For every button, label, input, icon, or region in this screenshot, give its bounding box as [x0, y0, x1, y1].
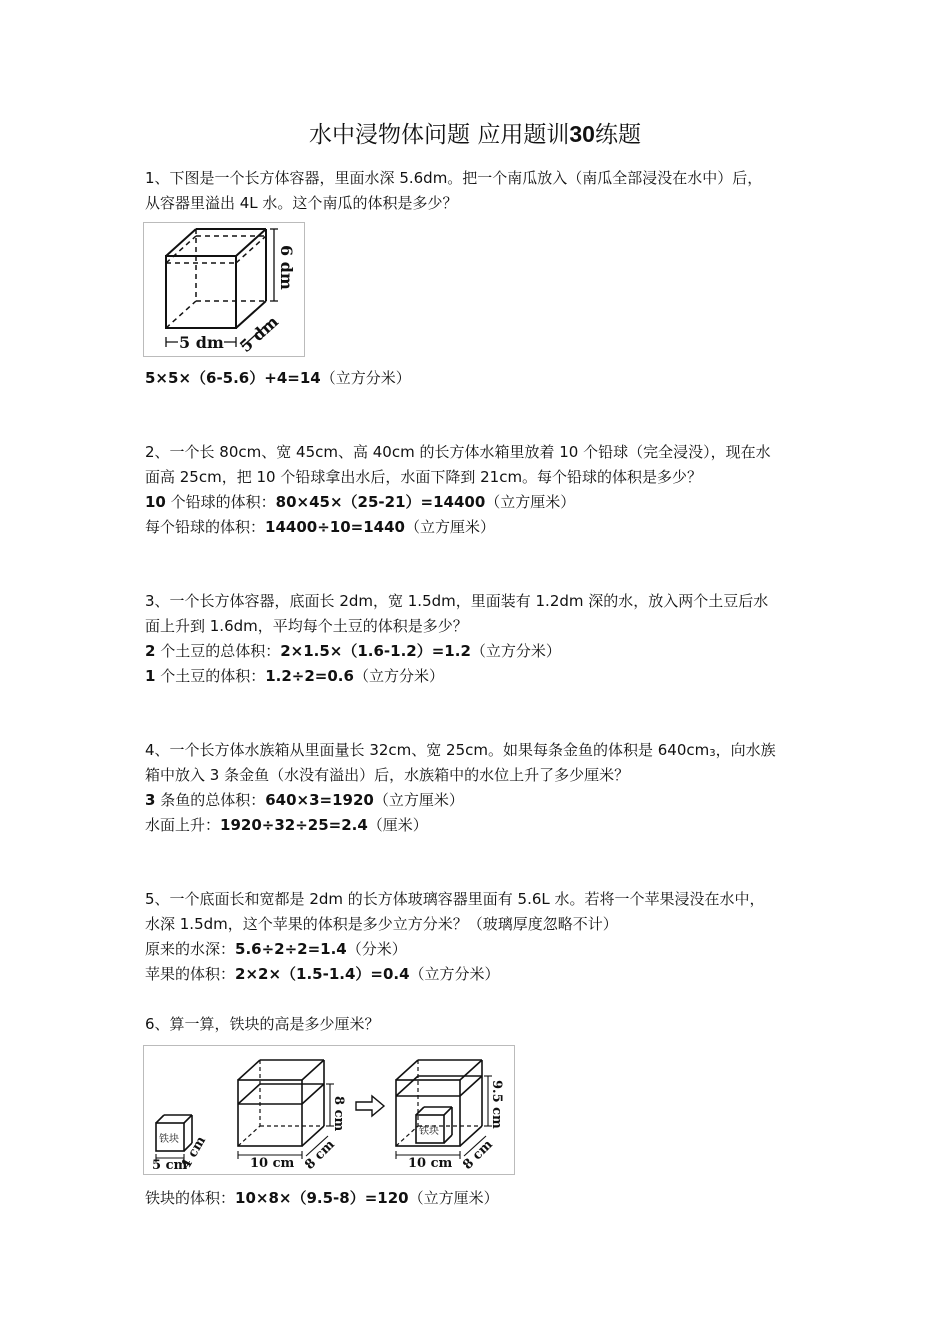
- q2-text-line2: 面高 25cm，把 10 个铅球拿出水后，水面下降到 21cm。每个铅球的体积是多少？: [145, 468, 703, 486]
- q1-answer-unit: （立方分米）: [320, 369, 411, 387]
- q4-answer-1: [145, 790, 815, 810]
- q6-c1-height-label: 8 cm: [331, 1096, 346, 1132]
- q6-iron-block-figure: [143, 1045, 515, 1175]
- q1-answer-formula: 5×5×（6-5.6）+4=14: [145, 369, 321, 387]
- q6-c2-length-label: 10 cm: [408, 1156, 453, 1171]
- q1-width-label: 5 dm: [235, 311, 282, 356]
- q3-answer-1-unit: （立方分米）: [470, 642, 561, 660]
- q6-c1-length-label: 10 cm: [250, 1156, 295, 1171]
- q4-text-line1-b: ，向水族: [715, 741, 776, 759]
- q6-block-label: 铁块: [159, 1134, 179, 1145]
- q4-answer-1-formula: 640×3=1920: [265, 791, 374, 809]
- q3-answer-1-label: 个土豆的总体积：: [155, 642, 281, 660]
- q3-text-line2: 面上升到 1.6dm，平均每个土豆的体积是多少？: [145, 617, 468, 635]
- q4-answer-1-label: 条鱼的总体积：: [155, 791, 266, 809]
- page-title: [0, 116, 950, 149]
- q2-answer-1: [145, 492, 815, 512]
- q2-answer-1-label: 个铅球的体积：: [165, 493, 276, 511]
- q2-answer-1-formula: 80×45×（25-21）=14400: [275, 493, 486, 511]
- q6-answer: [145, 1188, 815, 1208]
- q6-answer-unit: （立方厘米）: [408, 1189, 499, 1207]
- q5-answer-1-unit: （分米）: [346, 940, 407, 958]
- q4-text-line2: 箱中放入 3 条金鱼（水没有溢出）后，水族箱中的水位上升了多少厘米？: [145, 766, 630, 784]
- q1-answer: [145, 368, 815, 388]
- q1-text-line1: 1、下图是一个长方体容器，里面水深 5.6dm。把一个南瓜放入（南瓜全部浸没在水中）后，: [145, 169, 763, 187]
- q6-c2-height-label: 9.5 cm: [489, 1080, 504, 1129]
- q6-block-depth-label: 4 cm: [178, 1133, 210, 1172]
- q1-container-figure: [143, 222, 305, 357]
- q6-c1-width-label: 8 cm: [302, 1137, 338, 1173]
- q2-answer-2-label: 每个铅球的体积：: [145, 518, 266, 536]
- q5-answer-2-label: 苹果的体积：: [145, 965, 236, 983]
- q2-answer-2: [145, 517, 815, 537]
- q6-text-line1: 6、算一算，铁块的高是多少厘米？: [145, 1015, 380, 1033]
- q6-answer-label: 铁块的体积：: [145, 1189, 236, 1207]
- title-main: 水中浸物体问题 应用题训: [309, 122, 570, 148]
- q2-answer-2-formula: 14400÷10=1440: [265, 518, 405, 536]
- q5-answer-2-formula: 2×2×（1.5-1.4）=0.4: [235, 965, 410, 983]
- q6-c2-block-label: 铁块: [419, 1126, 439, 1137]
- q4-text-line1-sup: 3: [709, 748, 716, 759]
- q1-text-line2: 从容器里溢出 4L 水。这个南瓜的体积是多少？: [145, 194, 458, 212]
- q4-text-line1-a: 4、一个长方体水族箱从里面量长 32cm、宽 25cm。如果每条金鱼的体积是 640cm: [145, 741, 710, 759]
- q3-text-line1: 3、一个长方体容器，底面长 2dm，宽 1.5dm，里面装有 1.2dm 深的水，放入两个土豆后水: [145, 592, 769, 610]
- q4-answer-1-count: 3: [145, 791, 156, 809]
- q4-text-line1: [145, 740, 815, 764]
- q5-text-line1: 5、一个底面长和宽都是 2dm 的长方体玻璃容器里面有 5.6L 水。若将一个苹果浸没在水中，: [145, 890, 765, 908]
- title-num: 30: [569, 121, 595, 147]
- q3-answer-2-formula: 1.2÷2=0.6: [265, 667, 354, 685]
- q5-answer-1-label: 原来的水深：: [145, 940, 236, 958]
- q6-c2-width-label: 8 cm: [460, 1137, 496, 1173]
- q4-answer-1-unit: （立方厘米）: [373, 791, 464, 809]
- q3-answer-2-label: 个土豆的体积：: [155, 667, 266, 685]
- q6-answer-formula: 10×8×（9.5-8）=120: [235, 1189, 409, 1207]
- q5-answer-2-unit: （立方分米）: [409, 965, 500, 983]
- q2-answer-1-unit: （立方厘米）: [485, 493, 576, 511]
- q2-answer-2-unit: （立方厘米）: [404, 518, 495, 536]
- q4-answer-2-formula: 1920÷32÷25=2.4: [220, 816, 368, 834]
- q3-answer-2-count: 1: [145, 667, 156, 685]
- q3-answer-2-unit: （立方分米）: [353, 667, 444, 685]
- q5-answer-1-formula: 5.6÷2÷2=1.4: [235, 940, 347, 958]
- q2-answer-1-count: 10: [145, 493, 166, 511]
- q2-text-line1: 2、一个长 80cm、宽 45cm、高 40cm 的长方体水箱里放着 10 个铅球（完全浸没），现在水: [145, 443, 771, 461]
- q3-answer-1: [145, 641, 815, 661]
- q1-length-label: 5 dm: [179, 333, 224, 352]
- q4-answer-2-unit: （厘米）: [367, 816, 428, 834]
- q5-answer-2: [145, 964, 815, 984]
- q3-answer-1-formula: 2×1.5×（1.6-1.2）=1.2: [280, 642, 471, 660]
- q6-arrow-icon: [356, 1096, 384, 1116]
- q1-height-label: 6 dm: [277, 245, 296, 290]
- q3-answer-2: [145, 666, 815, 686]
- title-tail: 练题: [594, 122, 641, 148]
- q6-block-width-label: 5 cm: [152, 1158, 188, 1173]
- q5-text-line2: 水深 1.5dm，这个苹果的体积是多少立方分米？（玻璃厚度忽略不计）: [145, 915, 618, 933]
- q4-answer-2: [145, 815, 815, 835]
- q4-answer-2-label: 水面上升：: [145, 816, 221, 834]
- q3-answer-1-count: 2: [145, 642, 156, 660]
- q5-answer-1: [145, 939, 815, 959]
